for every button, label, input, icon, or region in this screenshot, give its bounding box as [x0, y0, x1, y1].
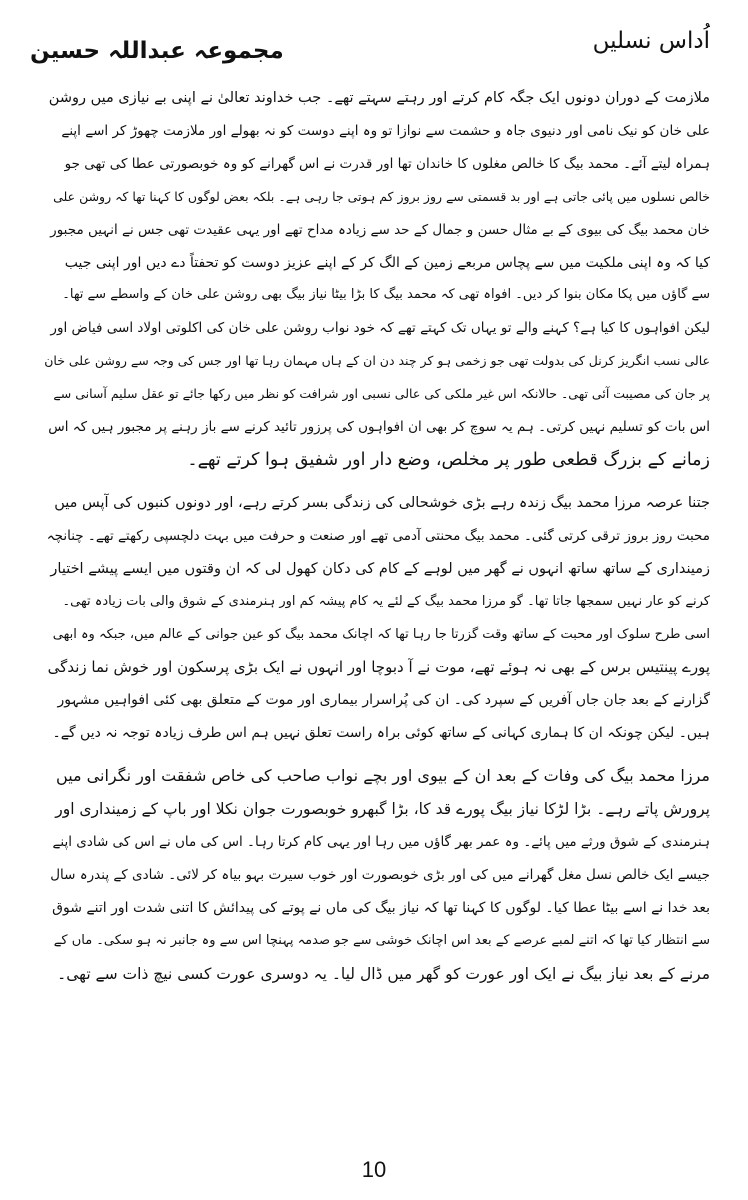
page-number: 10 — [361, 1157, 387, 1182]
text-line: جتنا عرصہ مرزا محمد بیگ زندہ رہے بڑی خوشحالی کی زندگی بسر کرتے رہے، اور دونوں کنبوں کی آپس میں — [54, 494, 710, 511]
text-line: زمانے کے بزرگ قطعی طور پر مخلص، وضع دار اور شفیق ہوا کرتے تھے۔ — [187, 449, 710, 470]
text-line: علی خان کو نیک نامی اور دنیوی جاہ و حشمت سے نوازا تو وہ اپنے دوست کو نہ بھولے اور ملازمت چھوڑ کر اسے اپنے — [61, 122, 710, 139]
author-name: مجموعہ عبداللہ حسین — [30, 38, 284, 64]
text-line: ہمراہ لیتے آئے۔ محمد بیگ کا خالص مغلوں کا خاندان تھا اور قدرت نے اس گھرانے کو وہ خوبصورتی عطا کی تھی جو — [64, 155, 710, 172]
text-line: ہنرمندی کے شوق ورثے میں پائے۔ وہ عمر بھر گاؤں میں رہا اور یہی کام کرتا رہا۔ اس کی ماں نے اس کی شادی اپنے — [52, 833, 710, 850]
text-line: مرنے کے بعد نیاز بیگ نے ایک اور عورت کو گھر میں ڈال لیا۔ یہ دوسری عورت کسی نیچ ذات سے تھی۔ — [57, 964, 710, 983]
text-line: اس بات کو تسلیم نہیں کرتی۔ ہم یہ سوچ کر بھی ان افواہوں کی پرزور تائید کرنے سے باز رہنے پر مجبور ہیں کہ اس — [48, 419, 710, 436]
text-line: عالی نسب انگریز کرنل کی بدولت تھی جو زخمی ہو کر چند دن ان کے ہاں مہمان رہا تھا اور جس کی وجہ سے روشن علی خان — [44, 353, 710, 369]
text-line: زمینداری کے ساتھ ساتھ انہوں نے گھر میں لوہے کے کام کی دکان کھول لی کہ ان وقتوں میں ایسے پیشے اختیار — [50, 560, 710, 577]
text-line: بعد خدا نے اسے بیٹا عطا کیا۔ لوگوں کا کہنا تھا کہ نیاز بیگ کی ماں نے پوتے کی پیدائش کا اتنی شدت اور اتنے شوق — [52, 899, 710, 916]
text-line: جیسے ایک خالص نسل مغل گھرانے میں کی اور بڑی خوبصورت اور خوب سیرت بہو بیاہ کر لائی۔ شادی کے پندرہ سال — [50, 866, 710, 883]
text-line: سے گاؤں میں پکا مکان بنوا کر دیں۔ افواہ تھی کہ محمد بیگ کا بڑا بیٹا نیاز بیگ بھی روشن علی خان کے واسطے سے تھا۔ — [62, 287, 710, 303]
text-line: پر جان کی مصیبت آئی تھی۔ حالانکہ اس غیر ملکی کی عالی نسبی اور شرافت کو نظر میں رکھا جائے تو عقل سلیم آسانی سے — [53, 386, 710, 402]
body-text — [44, 82, 710, 1162]
page-header — [30, 28, 710, 78]
text-line: کیا کہ وہ اپنی ملکیت میں سے پچاس مربعے زمین کے الگ کر کے اپنے عزیز دوست کو تحفتاً دے دیں اور اپنی جیب — [64, 254, 710, 271]
text-line: مرزا محمد بیگ کی وفات کے بعد ان کے بیوی اور بچے نواب صاحب کی خاص شفقت اور نگرانی میں — [56, 766, 710, 786]
text-line: ہیں۔ لیکن چونکہ ان کا ہماری کہانی کے ساتھ کوئی براہ راست تعلق نہیں ہم اس طرف زیادہ توجہ نہ دیں گے۔ — [52, 725, 710, 742]
paragraph-break — [44, 750, 710, 760]
text-line: کرنے کو عار نہیں سمجھا جاتا تھا۔ گو مرزا محمد بیگ کے لئے یہ کام پیشہ کم اور ہنرمندی کے شوق والی بات زیادہ تھی۔ — [62, 593, 710, 609]
text-line: اسی طرح سلوک اور محبت کے ساتھ وقت گزرتا جا رہا تھا کہ اچانک محمد بیگ کو عین جوانی کے عالم میں، جبکہ وہ ابھی — [52, 626, 710, 642]
text-line: ملازمت کے دوران دونوں ایک جگہ کام کرتے اور رہتے سہتے تھے۔ جب خداوند تعالیٰ نے اپنی بے نیازی میں روشن — [48, 90, 710, 106]
text-line: سے انتظار کیا تھا کہ اتنے لمبے عرصے کے بعد اس اچانک خوشی سے جو صدمہ پہنچا اس سے وہ جانبر نہ ہو سکی۔ ماں کے — [53, 932, 710, 948]
paragraph-break — [44, 477, 710, 487]
book-title: اُداس نسلیں — [592, 28, 710, 54]
text-line: خان محمد بیگ کی بیوی کے بے مثال حسن و جمال کے حد سے زیادہ مداح تھے اور یہی عقیدت تھی جس نے انہیں مجبور — [50, 221, 710, 238]
text-line: خالص نسلوں میں پائی جاتی ہے اور بد قسمتی سے روز بروز کم ہوتی جا رہی ہے۔ بلکہ بعض لوگوں کا کہنا تھا کہ روشن علی — [53, 188, 710, 204]
text-line: پرورش پاتے رہے۔ بڑا لڑکا نیاز بیگ پورے قد کا، بڑا گبھرو خوبصورت جوان نکلا اور باپ کے زمینداری اور — [55, 800, 710, 819]
text-line: محبت روز بروز ترقی کرتی گئی۔ محمد بیگ محنتی آدمی تھے اور صنعت و حرفت میں بہت دلچسپی رکھتے تھے۔ چنانچہ — [46, 527, 710, 544]
text-line: پورے پینتیس برس کے بھی نہ ہوئے تھے، موت نے آ دبوچا اور انہوں نے ایک بڑی پرسکون اور خوش نما زندگی — [47, 658, 710, 677]
text-line: گزارنے کے بعد جان جاں آفریں کے سپرد کی۔ ان کی پُراسرار بیماری اور موت کے متعلق بھی کئی افواہیں مشہور — [57, 692, 710, 709]
text-line: لیکن افواہوں کا کیا ہے؟ کہنے والے تو یہاں تک کہتے تھے کہ خود نواب روشن علی خان کی اکلوتی اولاد اسی فیاض اور — [50, 320, 710, 337]
